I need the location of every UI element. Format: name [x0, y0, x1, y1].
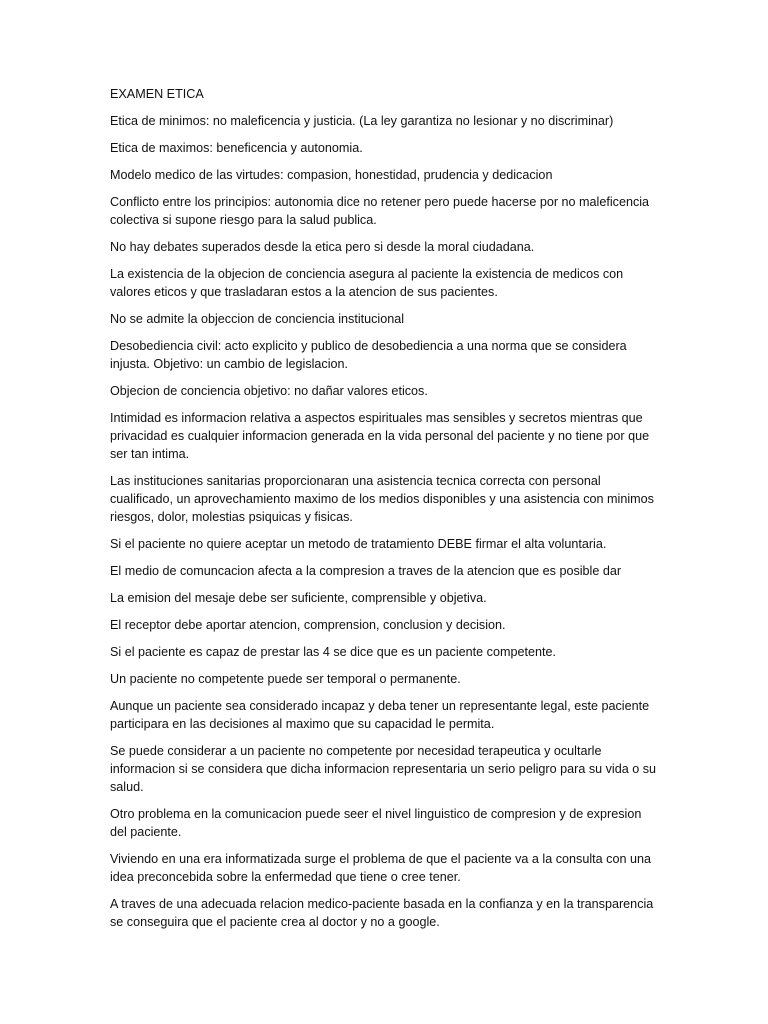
paragraph: Etica de maximos: beneficencia y autonomia.: [110, 141, 363, 155]
paragraph: Objecion de conciencia objetivo: no dañar valores eticos.: [110, 384, 428, 398]
paragraph: Modelo medico de las virtudes: compasion, honestidad, prudencia y dedicacion: [110, 168, 553, 182]
paragraph: Aunque un paciente sea considerado incapaz y deba tener un representante legal, este paciente participara en las decisiones al maximo que su capacidad le permita.: [110, 699, 650, 731]
document-title: EXAMEN ETICA: [110, 87, 204, 101]
paragraph: Si el paciente es capaz de prestar las 4 se dice que es un paciente competente.: [110, 645, 556, 659]
paragraph: No hay debates superados desde la etica pero si desde la moral ciudadana.: [110, 240, 535, 254]
paragraph: Intimidad es informacion relativa a aspectos espirituales mas sensibles y secretos mientras que privacidad es cualquier informacion generada en la vida personal del paciente y no tiene por que ser tan intima.: [110, 411, 650, 461]
paragraph: Un paciente no competente puede ser temporal o permanente.: [110, 672, 461, 686]
paragraph: A traves de una adecuada relacion medico-paciente basada en la confianza y en la transparencia se conseguira que el paciente crea al doctor y no a google.: [110, 897, 654, 929]
paragraph: El medio de comuncacion afecta a la compresion a traves de la atencion que es posible dar: [110, 564, 622, 578]
paragraph: La emision del mesaje debe ser suficiente, comprensible y objetiva.: [110, 591, 487, 605]
paragraph: Si el paciente no quiere aceptar un metodo de tratamiento DEBE firmar el alta voluntaria.: [110, 537, 607, 551]
paragraph: Desobediencia civil: acto explicito y publico de desobediencia a una norma que se considera injusta. Objetivo: un cambio de legislacion.: [110, 339, 627, 371]
paragraph: Las instituciones sanitarias proporcionaran una asistencia tecnica correcta con personal cualificado, un aprovechamiento maximo de los medios disponibles y una asistencia con minimos riesgos, dolor, molestias psiquicas y fisicas.: [110, 474, 654, 524]
paragraph: Etica de minimos: no maleficencia y justicia. (La ley garantiza no lesionar y no discriminar): [110, 114, 614, 128]
paragraph: Otro problema en la comunicacion puede seer el nivel linguistico de compresion y de expresion del paciente.: [110, 807, 642, 839]
paragraph: La existencia de la objecion de conciencia asegura al paciente la existencia de medicos con valores eticos y que trasladaran estos a la atencion de sus pacientes.: [110, 267, 624, 299]
paragraph: Se puede considerar a un paciente no competente por necesidad terapeutica y ocultarle informacion si se considera que dicha informacion representaria un serio peligro para su vida o su salud.: [110, 744, 657, 794]
paragraph: Viviendo en una era informatizada surge el problema de que el paciente va a la consulta con una idea preconcebida sobre la enfermedad que tiene o cree tener.: [110, 852, 651, 884]
paragraph: El receptor debe aportar atencion, comprension, conclusion y decision.: [110, 618, 506, 632]
document-body: [110, 85, 658, 940]
paragraph: No se admite la objeccion de conciencia institucional: [110, 312, 405, 326]
paragraph: Conflicto entre los principios: autonomia dice no retener pero puede hacerse por no maleficencia colectiva si supone riesgo para la salud publica.: [110, 195, 650, 227]
